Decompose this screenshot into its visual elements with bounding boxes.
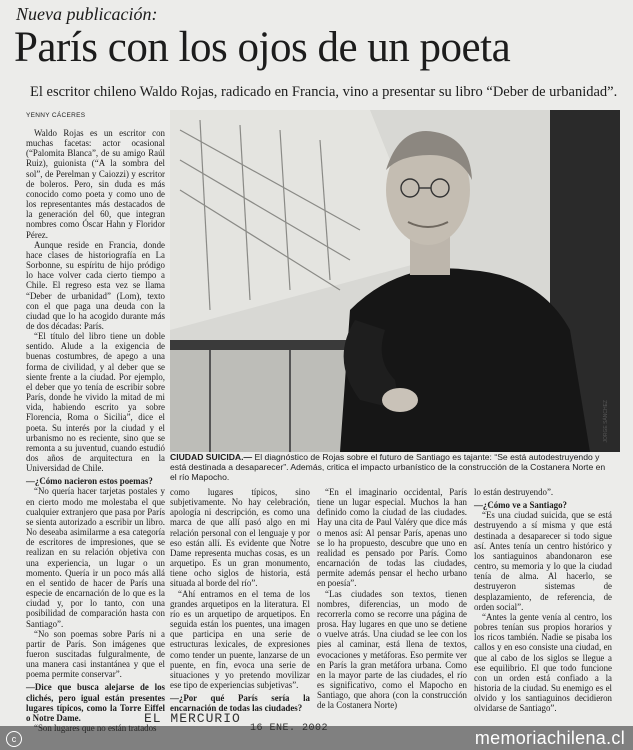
paragraph: Waldo Rojas es un escritor con muchas facetas: actor ocasional (“Palomita Blanca”, de su amigo Raúl Ruiz), guionista (“A la sombra del sol”, de Perelman y Caiozzi) y escritor de boleros. Pero, sin duda es más conocido como poeta y como uno de los representantes más destacados de la generación del 60, que integran nombres como Óscar Hahn y Floridor Pérez. xyxy=(26,128,165,240)
article-column-3 xyxy=(317,487,467,711)
subheading: —¿Cómo nacieron estos poemas? xyxy=(26,476,153,487)
caption-text: El diagnóstico de Rojas sobre el futuro de Santiago es tajante: “Se está autodestruyendo y está destinada a desaparecer”. Además, critica el impacto urbanístico de la construcción de la Costanera Norte en el río Mapocho. xyxy=(170,452,606,482)
headline: París con los ojos de un poeta xyxy=(14,24,511,71)
source-stamp: EL MERCURIO xyxy=(144,711,241,726)
subheading: —Dice que busca alejarse de los clichés, pero igual están presentes lugares típicos, como la Torre Eiffel o Notre Dame. xyxy=(26,682,165,723)
paragraph: “No son poemas sobre París ni a partir de París. Son imágenes que fueron suscitadas fulguralmente, de una manera casi instantánea y que el poema permite conservar”. xyxy=(26,628,165,680)
caption-lead: CIUDAD SUICIDA.— xyxy=(170,452,253,462)
subheading: —¿Cómo ve a Santiago? xyxy=(474,500,567,511)
article-column-2 xyxy=(170,487,310,714)
paragraph: “Es una ciudad suicida, que se está destruyendo a sí misma y que está destinada a desaparecer si todo sigue así. Antes tenía un centro histórico y los santiaguinos abandonaron ese centro, su memoria y lo que la ciudad tenía de alma. Al hacerlo, se destruyeron sistemas de desplazamiento, de referencia, de orden social”. xyxy=(474,510,612,612)
portrait-photo xyxy=(170,110,620,452)
paragraph: lo están destruyendo”. xyxy=(474,487,554,497)
photo-caption xyxy=(170,452,614,482)
article-column-1 xyxy=(26,128,165,723)
paragraph: Aunque reside en Francia, donde hace clases de historiografía en La Sorbonne, su espíritu de hijo pródigo lo hace volver cada cierto tiempo a Chile. El regreso esta vez se llama “Deber de urbanidad” (Lom), texto con el que paga una deuda con la ciudad que lo ha acogido durante más de dos décadas: París. xyxy=(26,239,165,331)
paragraph: “El título del libro tiene un doble sentido. Alude a la exigencia de buenas costumbres, de apego a una forma de civilidad, y al deber que se siente frente a la ciudad. Por ejemplo, el deber que yo tenía de escribir sobre París, donde he vivido la mitad de mi vida, habiendo escrito ya sobre Florencia, Roma o Sicilia”, dice el poeta. Su interés por la ciudad y el urbanismo no es reciente, sino que se remonta a su juventud, cuando estudió dos años de arquitectura en la Universidad de Chile. xyxy=(26,331,165,474)
copyright-icon: c xyxy=(6,731,22,747)
paragraph: “En el imaginario occidental, París tiene un lugar especial. Muchos la han definido como la ciudad de las ciudades. Hay una cita de Paul Valéry que dice más o menos así: Al pensar París, apenas uno se lo ha propuesto, descubre que uno en realidad es pensado por París. Como encarnación de todas las ciudades, permite además pensar el hecho urbano en poesía”. xyxy=(317,487,467,589)
byline: YENNY CÁCERES xyxy=(26,112,86,119)
photo-credit: JORGE SÁNCHEZ xyxy=(603,400,609,443)
paragraph: “No quería hacer tarjetas postales y en cierto modo me molestaba el que cualquier extranjero que pasa por París se sienta autorizado a escribir un libro. No deseaba asimilarme a esa categoría de escritores de impresiones, que se realizan en su relación objetiva con una experiencia, un lugar o un momento. Quería ir un poco más allá en el sentido de hacer de París una especie de encarnación de lo que es la ciudad y, por lo tanto, con una posibilidad de comparación hasta con Santiago”. xyxy=(26,486,165,629)
article-column-4 xyxy=(474,487,612,714)
paragraph: “Antes la gente venía al centro, los pobres tenían sus propios horarios y los ricos también. Nadie se pisaba los callos y en eso consiste una ciudad, en que al cabo de los siglos se llegue a ese equilibrio. El que todo funcione con un orden está confiado a la historia de la ciudad. Su enemigo es el olvido y los santiaguinos decidieron olvidarse de Santiago”. xyxy=(474,611,612,714)
subheading: —¿Por qué París sería la encarnación de todas las ciudades? xyxy=(170,693,310,714)
paragraph: como lugares típicos, sino subjetivamente. No hay celebración, apología ni descripción, es como una marca de que allí pasó algo en mi relación personal con el lenguaje y por eso están allí. Es evidente que Notre Dame representa muchas cosas, es un arquetipo. Es un gran monumento, tiene ocho siglos de historia, está situada al borde del río”. xyxy=(170,487,310,589)
paragraph: “Las ciudades son textos, tienen nombres, diferencias, un modo de recorrerla como se recorre una página de prosa. Hay lugares en que uno se detiene o vuelve atrás. Una ciudad se lee con los pies al caminar, está llena de textos, evocaciones y metáforas. Eso permite ver en París la gran metáfora urbana. Como en la mayor parte de las ciudades, el río es significativo, como el Mapocho en Santiago, que ahora (con la construcción de la Costanera Norte) xyxy=(317,588,467,711)
paragraph: “Ahí entramos en el tema de los grandes arquetipos en la literatura. El río es un arquetipo de arquetipos. En seguida están los puentes, una imagen que participa en una serie de estructuras lexicales, de expresiones como tender un puente, lanzarse de un puente, en fin, evoca una serie de situaciones y yo pretendo movilizar ese tipo de experiencias subjetivas”. xyxy=(170,588,310,690)
deck: El escritor chileno Waldo Rojas, radicado en Francia, vino a presentar su libro “Deber de urbanidad”. xyxy=(30,84,618,100)
watermark-link[interactable]: memoriachilena.cl xyxy=(474,728,625,748)
kicker: Nueva publicación: xyxy=(16,4,158,24)
photo-illustration xyxy=(170,110,620,452)
